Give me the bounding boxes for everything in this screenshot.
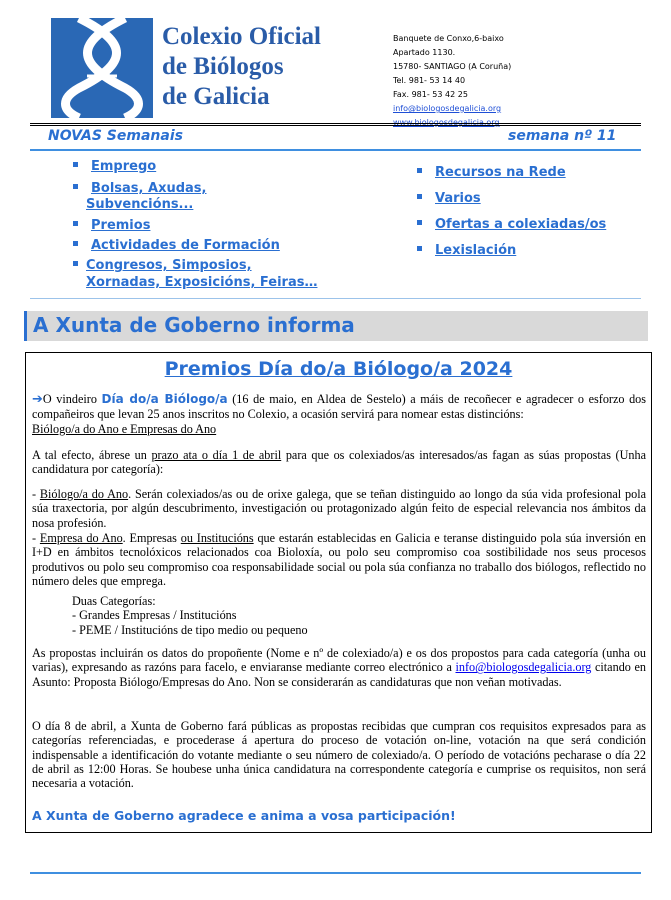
nav-link-congresos-cont[interactable]: Xornadas, Exposicións, Feiras… [86,275,318,290]
category-empresa: Empresa do Ano [39,531,123,545]
nav-link-lexislacion[interactable]: Lexislación [435,243,517,258]
nav-link-congresos[interactable]: Congresos, Simposios, [86,258,252,273]
submission-email-link[interactable]: info@biologosdegalicia.org [455,660,592,675]
header-divider [30,125,641,126]
category-item: - PEME / Institucións de tipo medio ou pequeno [72,622,308,637]
category-item: - Grandes Empresas / Institucións [72,608,237,623]
nav-divider [30,298,641,299]
address-line: 15780- SANTIAGO (A Coruña) [393,62,512,71]
section-title: A Xunta de Goberno informa [33,313,355,337]
newsletter-name: NOVAS Semanais [48,128,183,144]
categories-title: Duas Categorías: [72,594,156,608]
nav-link-actividades[interactable]: Actividades de Formación [91,238,280,253]
fax-line: Fax. 981- 53 42 25 [393,90,468,99]
paragraph-biologo: - Biólogo/a do Ano. Serán colexiados/as ou de orixe galega, que se teñan distinguido ao longo da súa vida profesional pola súa traxectoria, por algún descubrimento, investigación ou protagonizado algún feito de especial relevancia nos ámbitos da nosa profesión. [32,487,646,530]
org-name [162,22,321,112]
bullet-icon [73,184,78,189]
event-name: Día do/a Biólogo/a [101,392,228,406]
bullet-icon [73,221,78,226]
tel-line: Tel. 981- 53 14 40 [393,76,466,85]
header-divider [30,123,641,124]
week-number: semana nº 11 [508,128,617,144]
bullet-icon [417,194,422,199]
dna-helix-icon [51,18,153,118]
arrow-icon: ➔ [32,392,43,407]
contact-block [393,32,511,130]
section-accent-bar [24,311,27,341]
org-name-line3: de Galicia [162,83,270,110]
nav-link-premios[interactable]: Premios [91,218,151,233]
org-name-line1: Colexio Oficial [162,23,321,50]
closing-line: A Xunta de Goberno agradece e anima a vosa participación! [32,808,456,823]
paragraph-intro: ➔O vindeiro Día do/a Biólogo/a (16 de maio, en Aldea de Sestelo) a máis de recoñecer e agradecer o esforzo dos compañeiros que levan 25 anos inscritos no Colexio, a ocasión servirá para nomear estas distincións: Biólogo/a do Ano e Empresas do Ano [32,392,647,436]
email-link[interactable]: info@biologosdegalicia.org [393,104,502,113]
nav-link-varios[interactable]: Varios [435,191,481,206]
paragraph-empresa: - Empresa do Ano. Empresas ou Institucións que estarán establecidas en Galicia e teranse distinguido pola súa inversión en I+D en ámbitos tecnolóxicos relacionados coa Bioloxía, ou polo seu compromiso coa sostibilidade nos seus procesos produtivos ou polo seu compromiso coa responsabilidade social ou pola súa confianza no traballo dos biólogos, reflectido no número deles que emprega. [32,531,646,588]
nav-link-emprego[interactable]: Emprego [91,159,157,174]
bullet-icon [73,241,78,246]
nav-link-bolsas-cont[interactable]: Subvencións... [86,197,194,212]
article-title: Premios Día do/a Biólogo/a 2024 [164,358,513,380]
address-line: Banquete de Conxo,6-baixo [393,34,504,43]
categories-list [72,594,632,637]
bullet-icon [417,168,422,173]
nav-link-recursos[interactable]: Recursos na Rede [435,165,566,180]
nav-link-ofertas[interactable]: Ofertas a colexiadas/os [435,217,607,232]
paragraph-submission: As propostas incluirán os datos do propoñente (Nome e nº de colexiado/a) e os dos propostos para cada categoría (unha ou varias), expresando as razóns para facelo, e enviaranse mediante correo electrónico a info@biologosdegalicia.org citando en Asunto: Proposta Biólogo/Empresas do Ano. Non se considerarán as candidaturas que non veñan motivadas. [32,646,646,689]
org-name-line2: de Biólogos [162,53,284,80]
category-biologo: Biólogo/a do Ano [39,487,129,501]
address-line: Apartado 1130. [393,48,456,57]
awards-names: Biólogo/a do Ano e Empresas do Ano [32,421,217,436]
paragraph-voting: O día 8 de abril, a Xunta de Goberno fará públicas as propostas recibidas que cumpran cos requisitos expresados para as categorías referenciadas, e procederase á apertura do proceso de votación on-line, votación na que será condición indispensable a identificación do votante mediante o seu número de colexiado/a. O período de votacións pecharase o día 22 de abril as 12:00 Horas. Se houbese unha única candidatura na correspondente categoría e cumprise os requisitos, non será necesaria a votación. [32,719,646,791]
logo [51,18,153,118]
nav-link-bolsas[interactable]: Bolsas, Axudas, [91,181,207,196]
bullet-icon [73,261,78,266]
deadline: prazo ata o día 1 de abril [151,448,282,462]
header-rule [30,149,641,151]
bullet-icon [417,220,422,225]
paragraph-deadline: A tal efecto, ábrese un prazo ata o día 1 de abril para que os colexiados/as interesados/as fagan as súas propostas (Unha candidatura por categoría): [32,448,647,477]
footer-rule [30,872,641,874]
bullet-icon [417,246,422,251]
bullet-icon [73,162,78,167]
